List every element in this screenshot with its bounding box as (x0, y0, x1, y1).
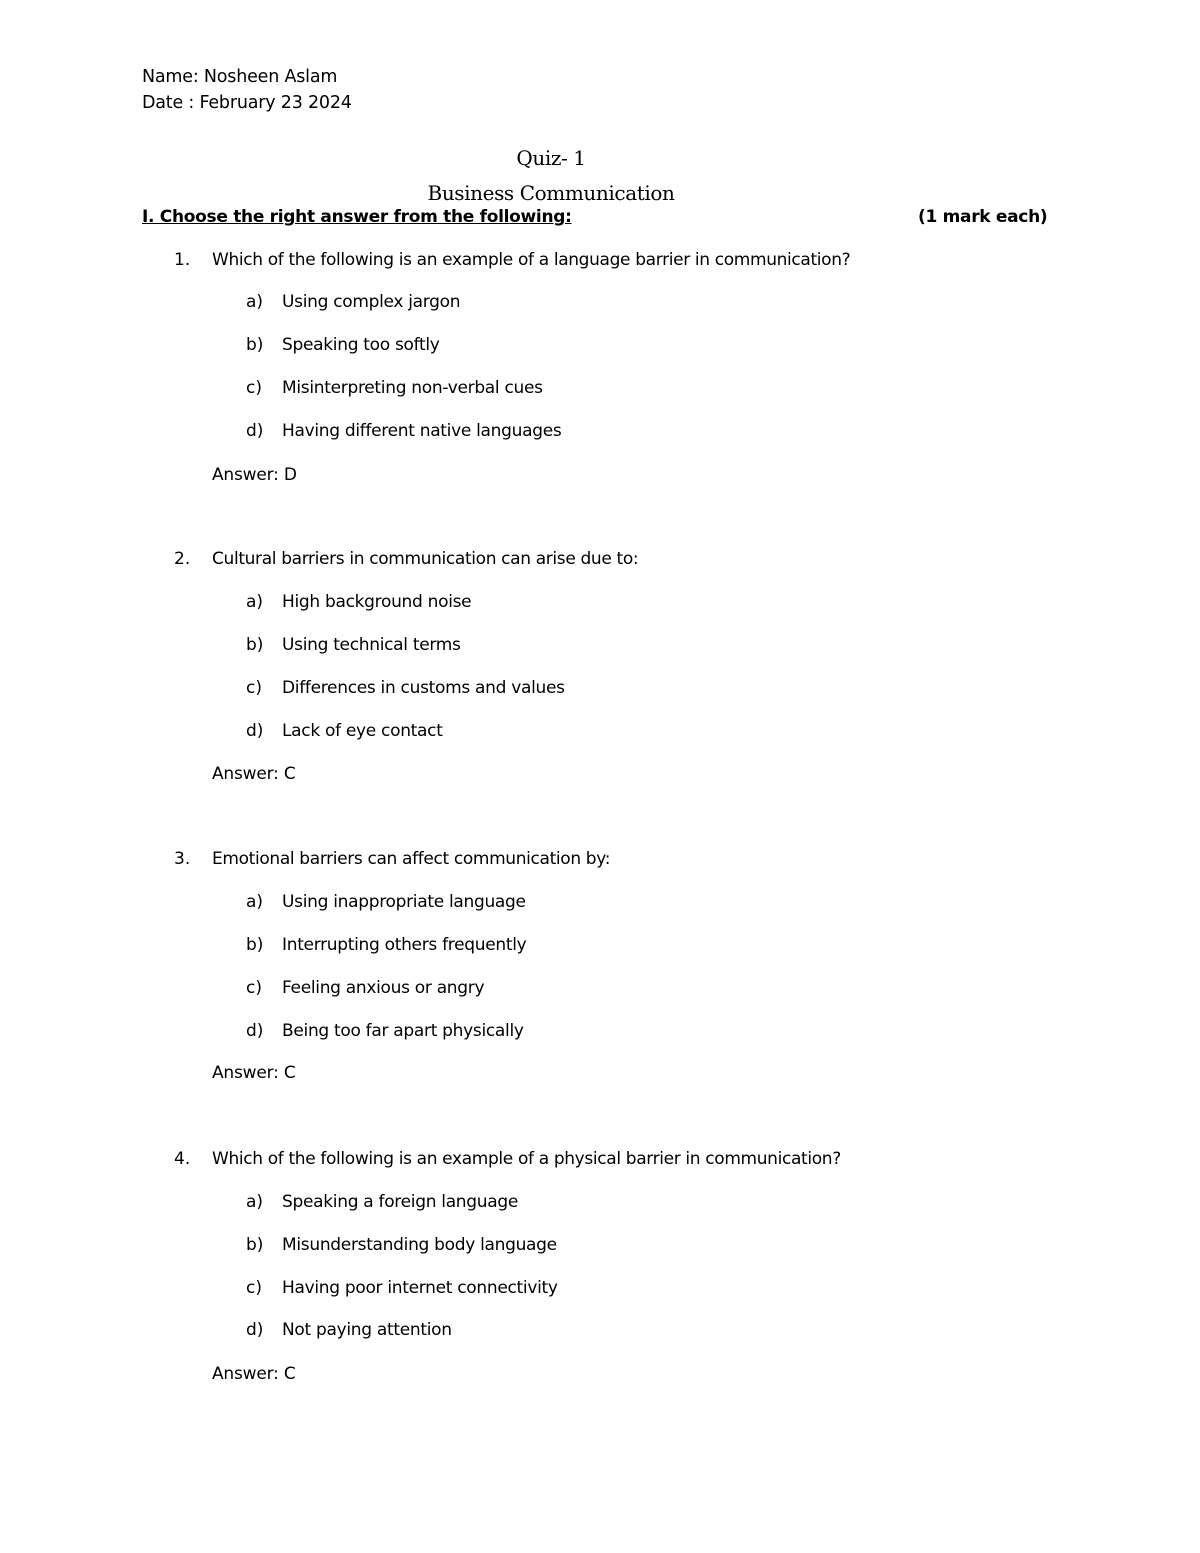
answer-line: Answer: C (212, 1364, 296, 1384)
answer-line: Answer: D (212, 465, 297, 485)
marks-note: (1 mark each) (918, 207, 1048, 227)
option-text: Differences in customs and values (282, 678, 565, 698)
option-text: Speaking a foreign language (282, 1192, 519, 1212)
quiz-title: Quiz- 1 (516, 146, 586, 170)
question-text: Which of the following is an example of a physical barrier in communication? (212, 1149, 841, 1169)
quiz-date: Date : February 23 2024 (142, 93, 352, 113)
option-text: High background noise (282, 592, 472, 612)
question-number: 3. (174, 849, 191, 869)
question-number: 2. (174, 549, 191, 569)
question-number: 4. (174, 1149, 191, 1169)
option-letter: a) (246, 892, 264, 912)
question-text: Emotional barriers can affect communication by: (212, 849, 611, 869)
option-letter: d) (246, 421, 264, 441)
question-number: 1. (174, 250, 191, 270)
option-text: Misinterpreting non-verbal cues (282, 378, 543, 398)
option-letter: c) (246, 978, 262, 998)
question-text: Which of the following is an example of a language barrier in communication? (212, 250, 851, 270)
option-text: Interrupting others frequently (282, 935, 527, 955)
option-text: Not paying attention (282, 1320, 452, 1340)
option-letter: b) (246, 1235, 264, 1255)
course-title: Business Communication (427, 181, 675, 205)
option-letter: b) (246, 335, 264, 355)
option-text: Using technical terms (282, 635, 461, 655)
option-text: Using inappropriate language (282, 892, 526, 912)
option-letter: c) (246, 378, 262, 398)
option-letter: a) (246, 1192, 264, 1212)
option-text: Using complex jargon (282, 292, 461, 312)
option-letter: c) (246, 1278, 262, 1298)
option-letter: c) (246, 678, 262, 698)
option-text: Lack of eye contact (282, 721, 443, 741)
option-letter: d) (246, 1021, 264, 1041)
option-text: Feeling anxious or angry (282, 978, 485, 998)
option-text: Having different native languages (282, 421, 562, 441)
option-letter: d) (246, 721, 264, 741)
student-name: Name: Nosheen Aslam (142, 67, 338, 87)
option-text: Speaking too softly (282, 335, 440, 355)
answer-line: Answer: C (212, 1063, 296, 1083)
option-text: Misunderstanding body language (282, 1235, 557, 1255)
question-text: Cultural barriers in communication can arise due to: (212, 549, 639, 569)
option-letter: b) (246, 935, 264, 955)
answer-line: Answer: C (212, 764, 296, 784)
option-letter: b) (246, 635, 264, 655)
option-letter: a) (246, 292, 264, 312)
option-letter: a) (246, 592, 264, 612)
option-text: Being too far apart physically (282, 1021, 524, 1041)
section-heading: I. Choose the right answer from the following: (142, 207, 572, 227)
option-letter: d) (246, 1320, 264, 1340)
option-text: Having poor internet connectivity (282, 1278, 558, 1298)
